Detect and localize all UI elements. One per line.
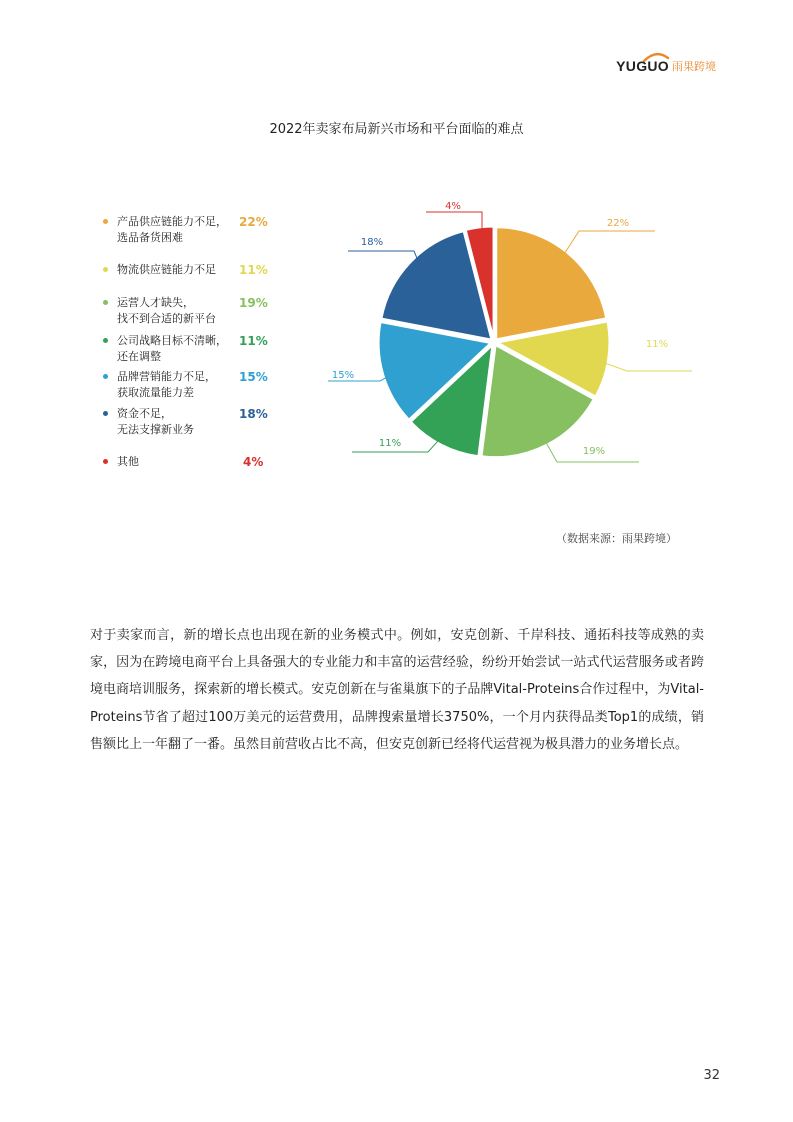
slice-label: 11%: [378, 438, 402, 449]
page-number: 32: [703, 1068, 720, 1083]
legend-label: 资金不足， 无法支撑新业务: [117, 407, 194, 436]
legend-label: 物流供应链能力不足: [117, 263, 216, 276]
legend-value: 11%: [239, 334, 268, 348]
logo-chinese: 雨果跨境: [672, 60, 716, 73]
legend-dot-icon: [103, 459, 108, 464]
legend-dot-icon: [103, 267, 108, 272]
slice-label: 22%: [606, 218, 630, 229]
legend-label: 产品供应链能力不足， 选品备货困难: [117, 215, 227, 244]
slice-label: 15%: [331, 370, 355, 381]
slice-label: 11%: [645, 339, 669, 350]
legend-label: 公司战略目标不清晰， 还在调整: [117, 334, 227, 363]
slice-label: 18%: [360, 237, 384, 248]
slice-label: 4%: [445, 201, 461, 212]
data-source: （数据来源：雨果跨境）: [556, 532, 677, 545]
legend-label: 运营人才缺失， 找不到合适的新平台: [117, 296, 216, 325]
logo-english: YUGUO: [616, 58, 669, 74]
pie-chart: [300, 190, 700, 470]
legend-label: 其他: [117, 455, 139, 468]
legend-label: 品牌营销能力不足， 获取流量能力差: [117, 370, 216, 399]
legend-dot-icon: [103, 338, 108, 343]
body-paragraph: 对于卖家而言，新的增长点也出现在新的业务模式中。例如，安克创新、千岸科技、通拓科技等成熟的卖家，因为在跨境电商平台上具备强大的专业能力和丰富的运营经验，纷纷开始尝试一站式代运营服务或者跨境电商培训服务，探索新的增长模式。安克创新在与雀巢旗下的子品牌Vital-Proteins合作过程中，为Vital-Proteins节省了超过100万美元的运营费用，品牌搜索量增长3750%，一个月内获得品类Top1的成绩，销售额比上一年翻了一番。虽然目前营收占比不高，但安克创新已经将代运营视为极具潜力的业务增长点。: [90, 628, 704, 752]
chart-title: 2022年卖家布局新兴市场和平台面临的难点: [269, 122, 524, 137]
legend-dot-icon: [103, 300, 108, 305]
legend-value: 22%: [239, 215, 268, 229]
slice-label: 19%: [582, 446, 606, 457]
legend-dot-icon: [103, 411, 108, 416]
legend-value: 15%: [239, 370, 268, 384]
legend-value: 18%: [239, 407, 268, 421]
brand-logo: [616, 58, 716, 74]
legend-value: 11%: [239, 263, 268, 277]
legend-value: 19%: [239, 296, 268, 310]
legend-dot-icon: [103, 374, 108, 379]
pie-slice: [496, 227, 606, 339]
legend-dot-icon: [103, 219, 108, 224]
legend-value: 4%: [243, 455, 264, 469]
